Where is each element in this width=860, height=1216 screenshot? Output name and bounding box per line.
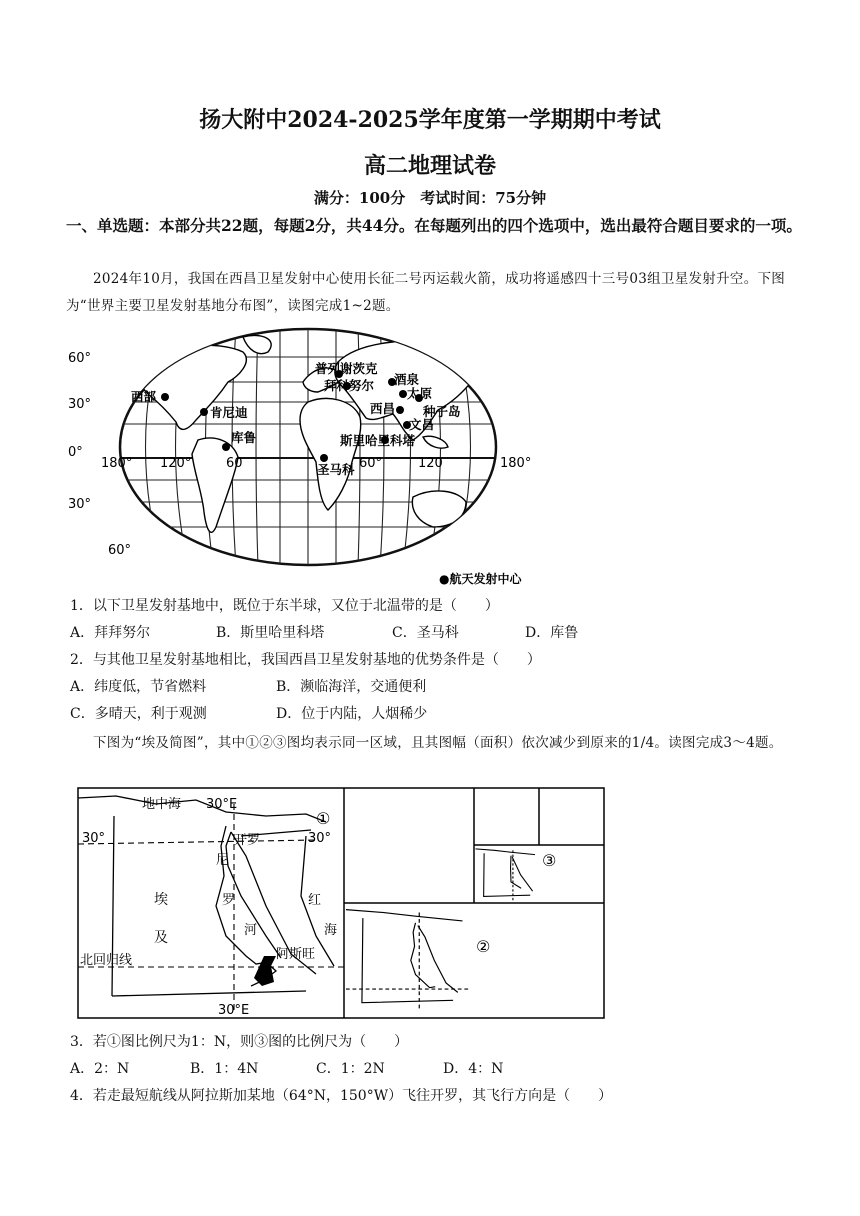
site-label-plesetsk: 普列谢茨克 <box>315 361 378 376</box>
site-label-wenchang: 文昌 <box>409 417 435 432</box>
option-a[interactable]: A．拜拜努尔 <box>70 625 151 641</box>
label-nile-2: 罗 <box>222 893 236 908</box>
option-b[interactable]: B．斯里哈里科塔 <box>216 625 325 641</box>
label-map-3-marker: ③ <box>542 851 557 870</box>
option-d[interactable]: D．位于内陆，人烟稀少 <box>276 706 428 722</box>
site-label-kennedy: 肯尼迪 <box>210 405 248 420</box>
lon-label: 120 <box>418 456 443 471</box>
question-3-stem: 3．若①图比例尺为1：N，则③图的比例尺为（ ） <box>70 1034 409 1050</box>
label-aswan: 阿斯旺 <box>276 947 316 962</box>
lat-label: 30° <box>68 397 92 412</box>
site-label-san-marco: 圣马科 <box>317 462 355 477</box>
site-label-sriharikota: 斯里哈里科塔 <box>340 433 416 448</box>
map-legend: ●航天发射中心 <box>439 572 522 586</box>
question-3-options <box>70 1058 810 1080</box>
label-red-1: 红 <box>308 893 322 908</box>
question-1-options <box>70 622 810 644</box>
lon-label: 180° <box>101 456 133 471</box>
passage-1: 2024年10月，我国在西昌卫星发射中心使用长征二号丙运载火箭，成功将遥感四十三号03组卫星发射升空。下图为“世界主要卫星发射基地分布图”，读图完成1~2题。 <box>66 271 786 314</box>
option-d[interactable]: D．4：N <box>443 1061 504 1077</box>
question-1-stem: 1．以下卫星发射基地中，既位于东半球，又位于北温带的是（ ） <box>70 598 499 614</box>
label-egypt-2: 及 <box>154 930 168 946</box>
exam-title: 扬大附中2024-2025学年度第一学期期中考试 <box>199 107 661 133</box>
lat-label: 60° <box>108 543 132 558</box>
lon-label: 120° <box>160 456 192 471</box>
site-label-taiyuan: 太原 <box>407 386 433 401</box>
exam-subtitle: 高二地理试卷 <box>363 153 496 179</box>
option-a[interactable]: A．2：N <box>70 1061 130 1077</box>
lon-label: 60° <box>359 456 383 471</box>
exam-meta: 满分：100分 考试时间：75分钟 <box>313 189 547 207</box>
option-c[interactable]: C．1：2N <box>316 1061 385 1077</box>
label-tropic: 北回归线 <box>80 953 133 968</box>
question-2-stem: 2．与其他卫星发射基地相比，我国西昌卫星发射基地的优势条件是（ ） <box>70 652 541 668</box>
option-c[interactable]: C．圣马科 <box>392 625 459 641</box>
option-b[interactable]: B．濒临海洋，交通便利 <box>276 679 427 695</box>
label-30e-bottom: 30°E <box>218 1003 250 1018</box>
label-30e-top: 30°E <box>206 797 238 812</box>
question-4-stem: 4．若走最短航线从阿拉斯加某地（64°N，150°W）飞往开罗，其飞行方向是（ ） <box>70 1088 613 1104</box>
lat-label: 0° <box>68 445 83 460</box>
label-map-2-marker: ② <box>476 937 491 956</box>
label-30-left: 30° <box>82 831 106 846</box>
question-2-options-row1 <box>70 676 810 698</box>
label-red-2: 海 <box>324 923 338 938</box>
passage-2: 下图为“埃及简图”，其中①②③图均表示同一区域，且其图幅（面积）依次减少到原来的1/4。读图完成3～4题。 <box>93 735 783 751</box>
site-label-kourou: 库鲁 <box>231 430 257 445</box>
lon-label: 60 <box>226 456 243 471</box>
label-nile-1: 尼 <box>216 853 230 868</box>
site-label-tanegashima: 种子岛 <box>423 404 461 419</box>
option-c[interactable]: C．多晴天，利于观测 <box>70 706 207 722</box>
lat-label: 60° <box>68 351 92 366</box>
site-label-xichang: 西昌 <box>370 401 396 416</box>
label-30-right: 30° <box>308 831 332 846</box>
section-heading: 一、单选题：本部分共22题，每题2分，共44分。在每题列出的四个选项中，选出最符合题目要求的一项。 <box>66 216 802 235</box>
site-label-jiuquan: 酒泉 <box>394 372 420 387</box>
world-satellite-map <box>68 322 548 590</box>
option-a[interactable]: A．纬度低，节省燃料 <box>70 679 207 695</box>
site-label-xibu: 西部 <box>131 389 157 404</box>
lat-label: 30° <box>68 497 92 512</box>
option-d[interactable]: D．库鲁 <box>525 625 579 641</box>
label-mediterranean: 地中海 <box>142 797 182 812</box>
label-map-1-marker: ① <box>316 809 331 828</box>
label-cairo: 开罗 <box>234 833 261 848</box>
lon-label: 180° <box>500 456 532 471</box>
label-nile-3: 河 <box>244 923 258 938</box>
site-label-baikonur: 拜科努尔 <box>324 378 375 393</box>
question-2-options-row2 <box>70 703 810 725</box>
label-egypt-1: 埃 <box>154 892 168 908</box>
option-b[interactable]: B．1：4N <box>190 1061 259 1077</box>
egypt-map <box>76 786 608 1022</box>
